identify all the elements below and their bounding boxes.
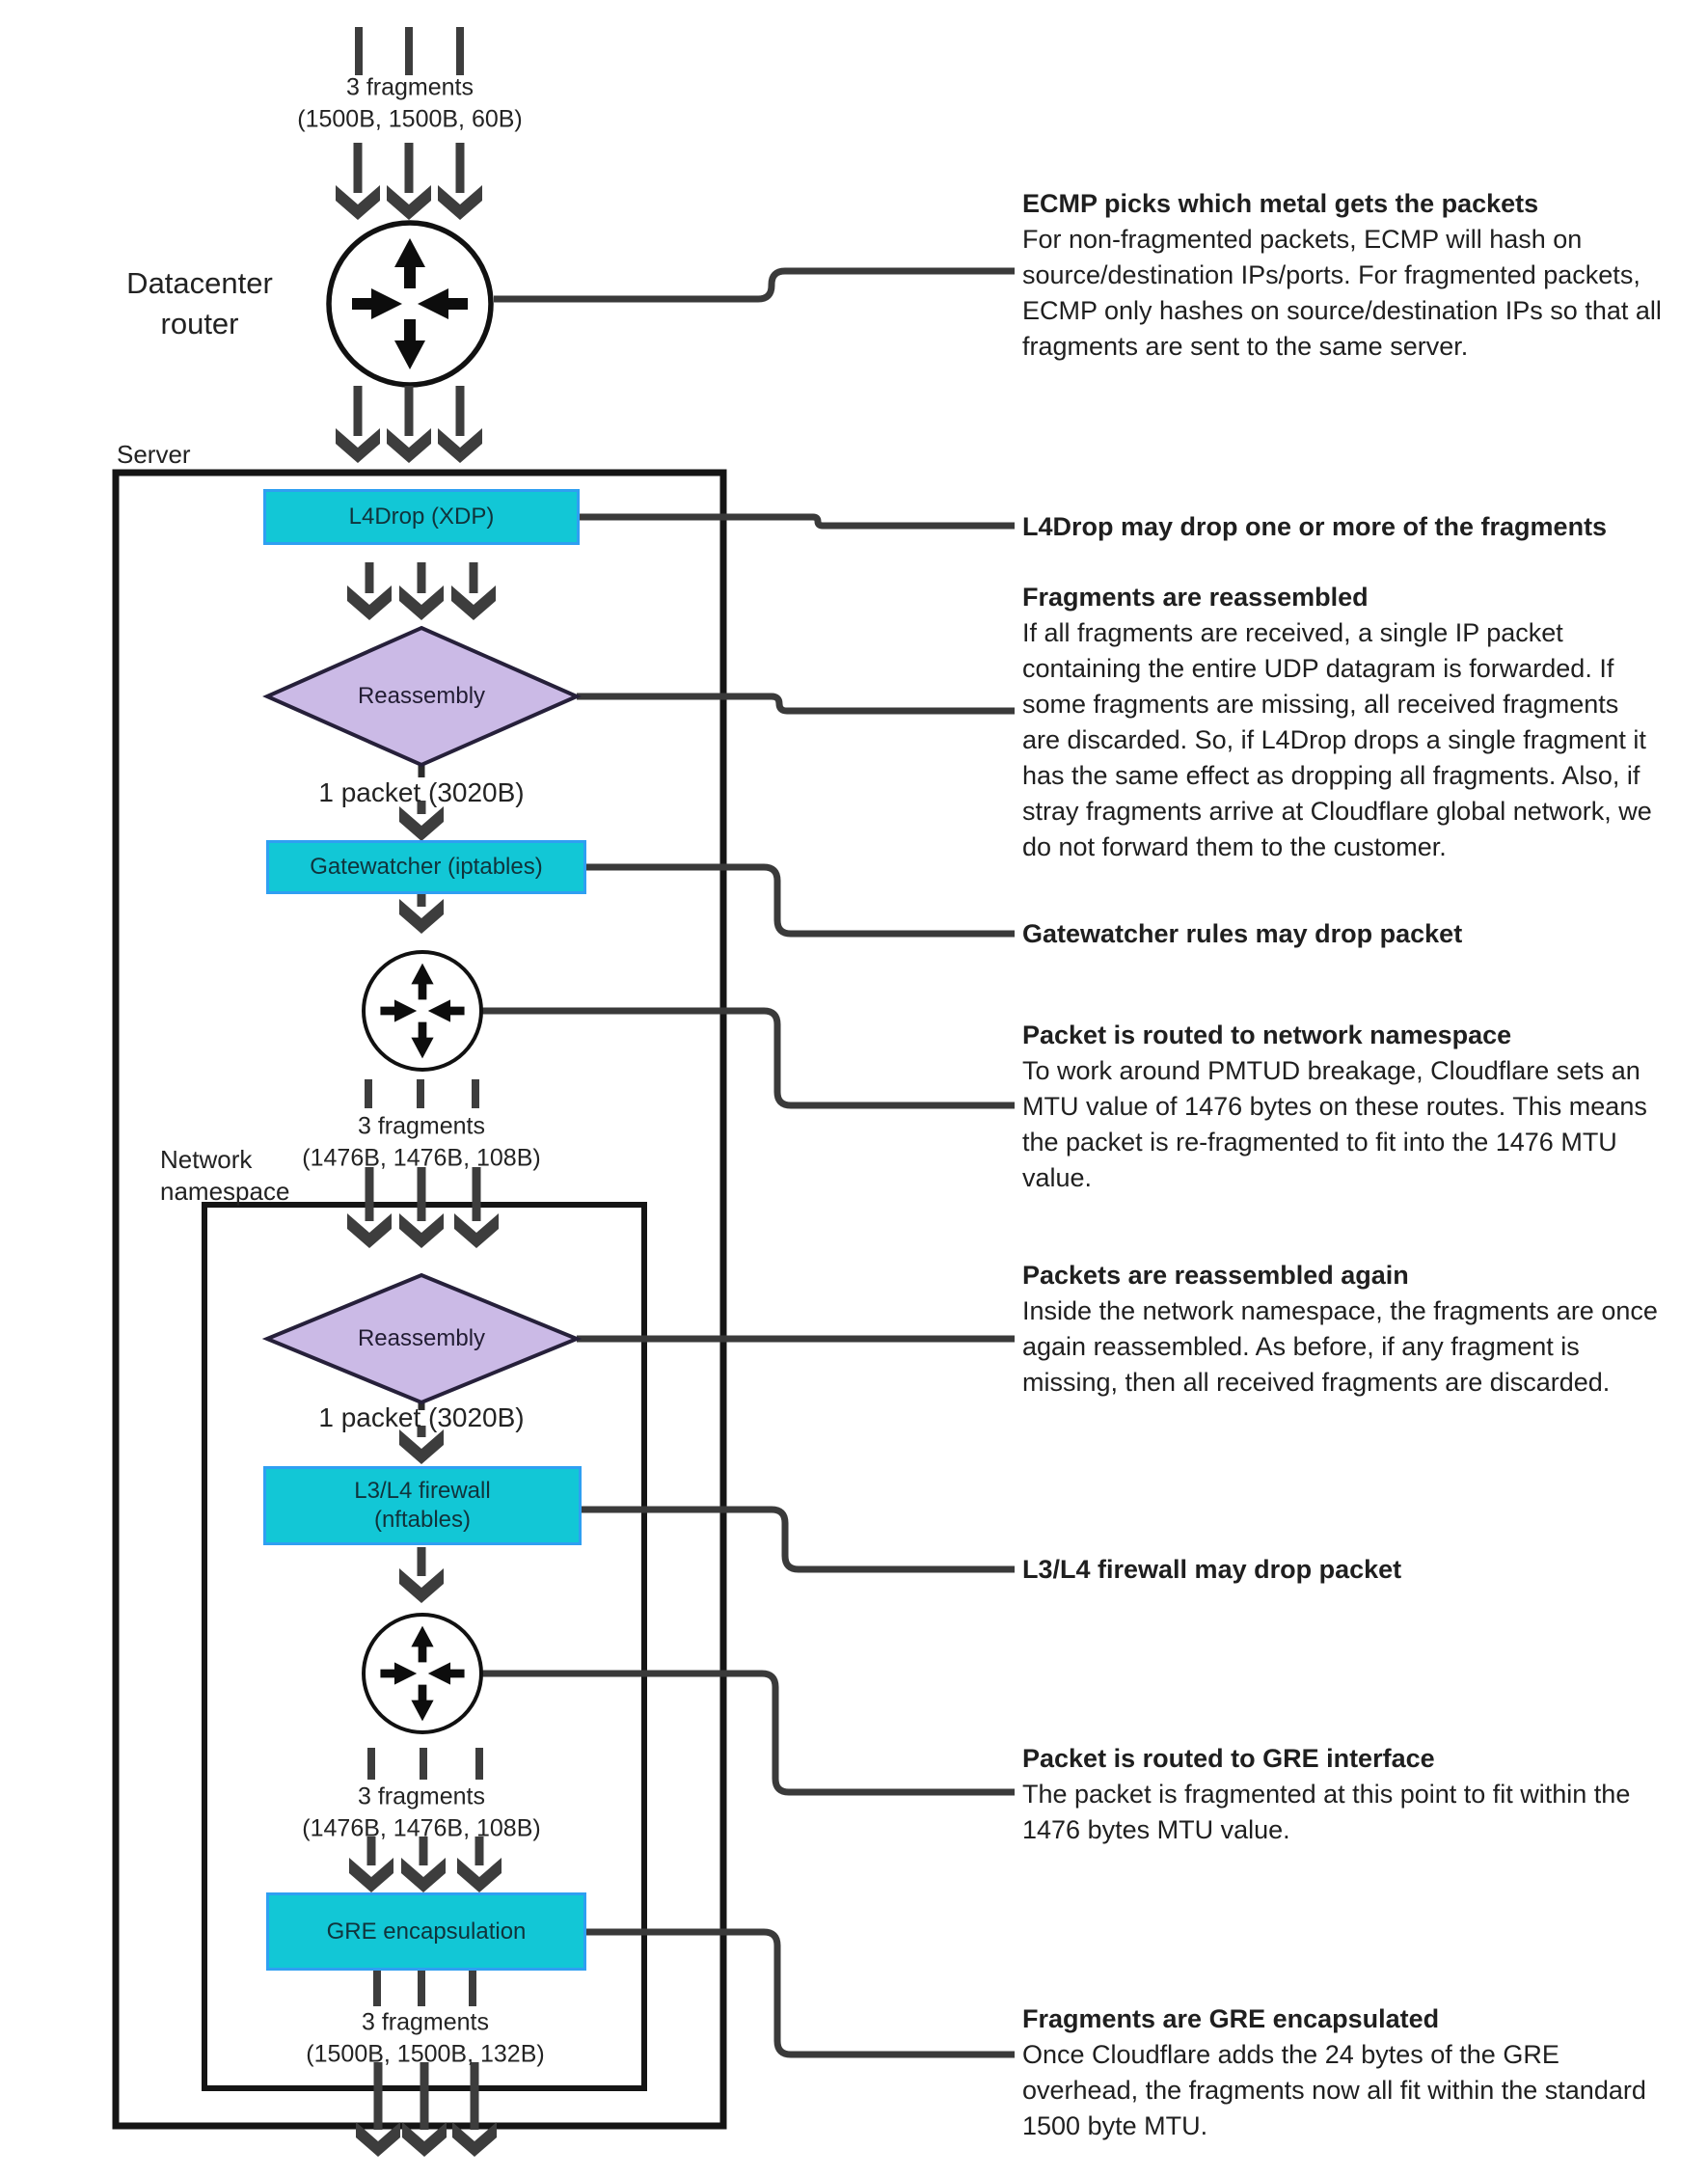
connector-line: [580, 517, 1015, 526]
arrow-shaft: [418, 1167, 426, 1221]
note-routed-ns: [1022, 1018, 1647, 1196]
text-line: source/destination IPs/ports. For fragmented packets,: [1022, 260, 1640, 289]
note-ecmp-title: ECMP picks which metal gets the packets: [1022, 189, 1539, 218]
firewall-node-label-line1: L3/L4 firewall: [354, 1478, 491, 1504]
reassembly2-label: Reassembly: [357, 1325, 486, 1351]
down-arrow-icon: [401, 1837, 446, 1892]
note-reassembled-again-title: Packets are reassembled again: [1022, 1261, 1409, 1290]
arrow-shaft: [374, 2062, 383, 2130]
connector-line: [481, 1674, 1015, 1792]
down-arrow-icon: [399, 1547, 444, 1603]
server-label: Server: [117, 440, 191, 469]
down-arrow-icon: [452, 2062, 497, 2157]
reassembly1-label: Reassembly: [357, 683, 486, 709]
arrow-shaft: [354, 143, 363, 193]
arrow-shaft: [354, 386, 363, 436]
note-gatewatcher: [1022, 916, 1462, 952]
fragments-count-top: 3 fragments: [345, 73, 474, 101]
arrow-shaft: [473, 1167, 481, 1221]
arrow-shaft: [405, 143, 414, 193]
text-line: ECMP only hashes on source/destination IPs so that all: [1022, 296, 1662, 325]
down-arrow-icon: [387, 386, 431, 463]
note-reassembled-again-body: [1022, 1293, 1658, 1401]
packet-label-1: 1 packet (3020B): [318, 777, 525, 807]
text-line: The packet is fragmented at this point to fit within the: [1022, 1780, 1631, 1809]
note-routed-gre-body: [1022, 1777, 1630, 1848]
text-line: the packet is re-fragmented to fit into the 1476 MTU: [1022, 1128, 1617, 1157]
connector-line: [481, 1011, 1015, 1105]
note-ecmp: [1022, 186, 1662, 365]
fragments-count-mid2: 3 fragments: [357, 1782, 486, 1810]
text-line: For non-fragmented packets, ECMP will hash on: [1022, 225, 1583, 254]
down-arrow-icon: [438, 386, 482, 463]
arrow-shaft: [420, 2062, 429, 2130]
text-line: do not forward them to the customer.: [1022, 832, 1447, 861]
text-line: To work around PMTUD breakage, Cloudflare sets an: [1022, 1056, 1640, 1085]
text-line: Datacenter: [126, 266, 273, 300]
arrow-shaft: [405, 386, 414, 436]
note-firewall: [1022, 1552, 1401, 1588]
datacenter-router-icon: [329, 223, 491, 385]
note-l4drop: [1022, 509, 1607, 545]
down-arrow-icon: [347, 562, 392, 620]
down-arrow-icon: [336, 386, 380, 463]
note-reassembled-body: [1022, 615, 1652, 865]
note-gre-encap: [1022, 2001, 1646, 2144]
note-firewall-title: L3/L4 firewall may drop packet: [1022, 1555, 1402, 1584]
down-arrow-icon: [356, 2062, 400, 2157]
down-arrow-icon: [399, 562, 444, 620]
text-line: again reassembled. As before, if any fragment is: [1022, 1332, 1580, 1361]
down-arrow-icon: [451, 562, 496, 620]
arrow-shaft: [471, 2062, 479, 2130]
down-arrow-icon: [402, 2062, 447, 2157]
fragments-sizes-bottom: (1500B, 1500B, 132B): [306, 2040, 545, 2068]
text-line: MTU value of 1476 bytes on these routes. This means: [1022, 1092, 1647, 1121]
text-line: 1500 byte MTU.: [1022, 2111, 1208, 2140]
note-reassembled-again: [1022, 1258, 1658, 1401]
fragments-count-mid1: 3 fragments: [357, 1112, 486, 1140]
connector-line: [586, 1932, 1015, 2055]
l4drop-node: [263, 489, 580, 545]
connector-line: [494, 271, 1015, 299]
down-arrow-icon: [399, 893, 444, 934]
fragments-sizes-mid2: (1476B, 1476B, 108B): [302, 1814, 541, 1842]
text-line: router: [160, 307, 239, 340]
note-reassembled: [1022, 580, 1652, 865]
gre-node-label: GRE encapsulation: [326, 1918, 527, 1945]
arrow-shaft: [366, 1167, 374, 1221]
text-line: value.: [1022, 1163, 1093, 1192]
l4drop-node-label: L4Drop (XDP): [348, 503, 495, 530]
text-line: has the same effect as dropping all fragments. Also, if: [1022, 761, 1640, 790]
note-gatewatcher-title: Gatewatcher rules may drop packet: [1022, 919, 1463, 948]
text-line: missing, then all received fragments are discarded.: [1022, 1368, 1611, 1397]
text-line: some fragments are missing, all received fragments: [1022, 690, 1619, 719]
note-l4drop-title: L4Drop may drop one or more of the fragments: [1022, 512, 1608, 541]
note-gre-encap-body: [1022, 2037, 1646, 2144]
connector-line: [586, 867, 1015, 934]
text-line: overhead, the fragments now all fit within the standard: [1022, 2076, 1646, 2105]
down-arrow-icon: [457, 1837, 502, 1892]
connector-line: [577, 696, 1015, 711]
fragments-sizes-mid1: (1476B, 1476B, 108B): [302, 1144, 541, 1172]
note-routed-ns-body: [1022, 1053, 1647, 1196]
down-arrow-icon: [349, 1837, 393, 1892]
arrow-shaft: [418, 1547, 426, 1576]
text-line: Inside the network namespace, the fragments are once: [1022, 1296, 1658, 1325]
text-line: If all fragments are received, a single IP packet: [1022, 618, 1563, 647]
arrow-shaft: [418, 893, 426, 907]
network-namespace-label: [160, 1144, 289, 1208]
note-routed-gre: [1022, 1741, 1630, 1848]
gre-encapsulation-node: [266, 1892, 586, 1971]
arrow-shaft: [418, 562, 426, 593]
note-routed-ns-title: Packet is routed to network namespace: [1022, 1020, 1512, 1049]
down-arrow-icon: [438, 143, 482, 220]
arrow-shaft: [470, 562, 478, 593]
note-gre-encap-title: Fragments are GRE encapsulated: [1022, 2004, 1440, 2033]
text-line: are discarded. So, if L4Drop drops a single fragment it: [1022, 725, 1646, 754]
text-line: Once Cloudflare adds the 24 bytes of the GRE: [1022, 2040, 1559, 2069]
firewall-node-label-line2: (nftables): [373, 1507, 472, 1533]
arrow-shaft: [456, 143, 465, 193]
down-arrow-icon: [387, 143, 431, 220]
arrow-shaft: [366, 562, 374, 593]
server-router-icon: [364, 952, 481, 1070]
namespace-router-icon: [364, 1615, 481, 1732]
text-line: Network: [160, 1145, 253, 1174]
gatewatcher-node-label: Gatewatcher (iptables): [310, 854, 543, 880]
fragments-count-bottom: 3 fragments: [361, 2008, 490, 2036]
note-ecmp-body: [1022, 222, 1662, 365]
text-line: fragments are sent to the same server.: [1022, 332, 1469, 361]
text-line: stray fragments arrive at Cloudflare global network, we: [1022, 797, 1652, 826]
arrow-shaft: [456, 386, 465, 436]
down-arrow-icon: [336, 143, 380, 220]
note-routed-gre-title: Packet is routed to GRE interface: [1022, 1744, 1435, 1773]
l3l4-firewall-node: [263, 1466, 582, 1545]
text-line: containing the entire UDP datagram is forwarded. If: [1022, 654, 1614, 683]
packet-label-2: 1 packet (3020B): [318, 1402, 525, 1432]
fragments-sizes-top: (1500B, 1500B, 60B): [297, 105, 523, 133]
datacenter-router-label: [126, 263, 273, 344]
text-line: 1476 bytes MTU value.: [1022, 1815, 1290, 1844]
note-reassembled-title: Fragments are reassembled: [1022, 583, 1369, 612]
gatewatcher-node: [266, 840, 586, 894]
text-line: namespace: [160, 1177, 290, 1206]
